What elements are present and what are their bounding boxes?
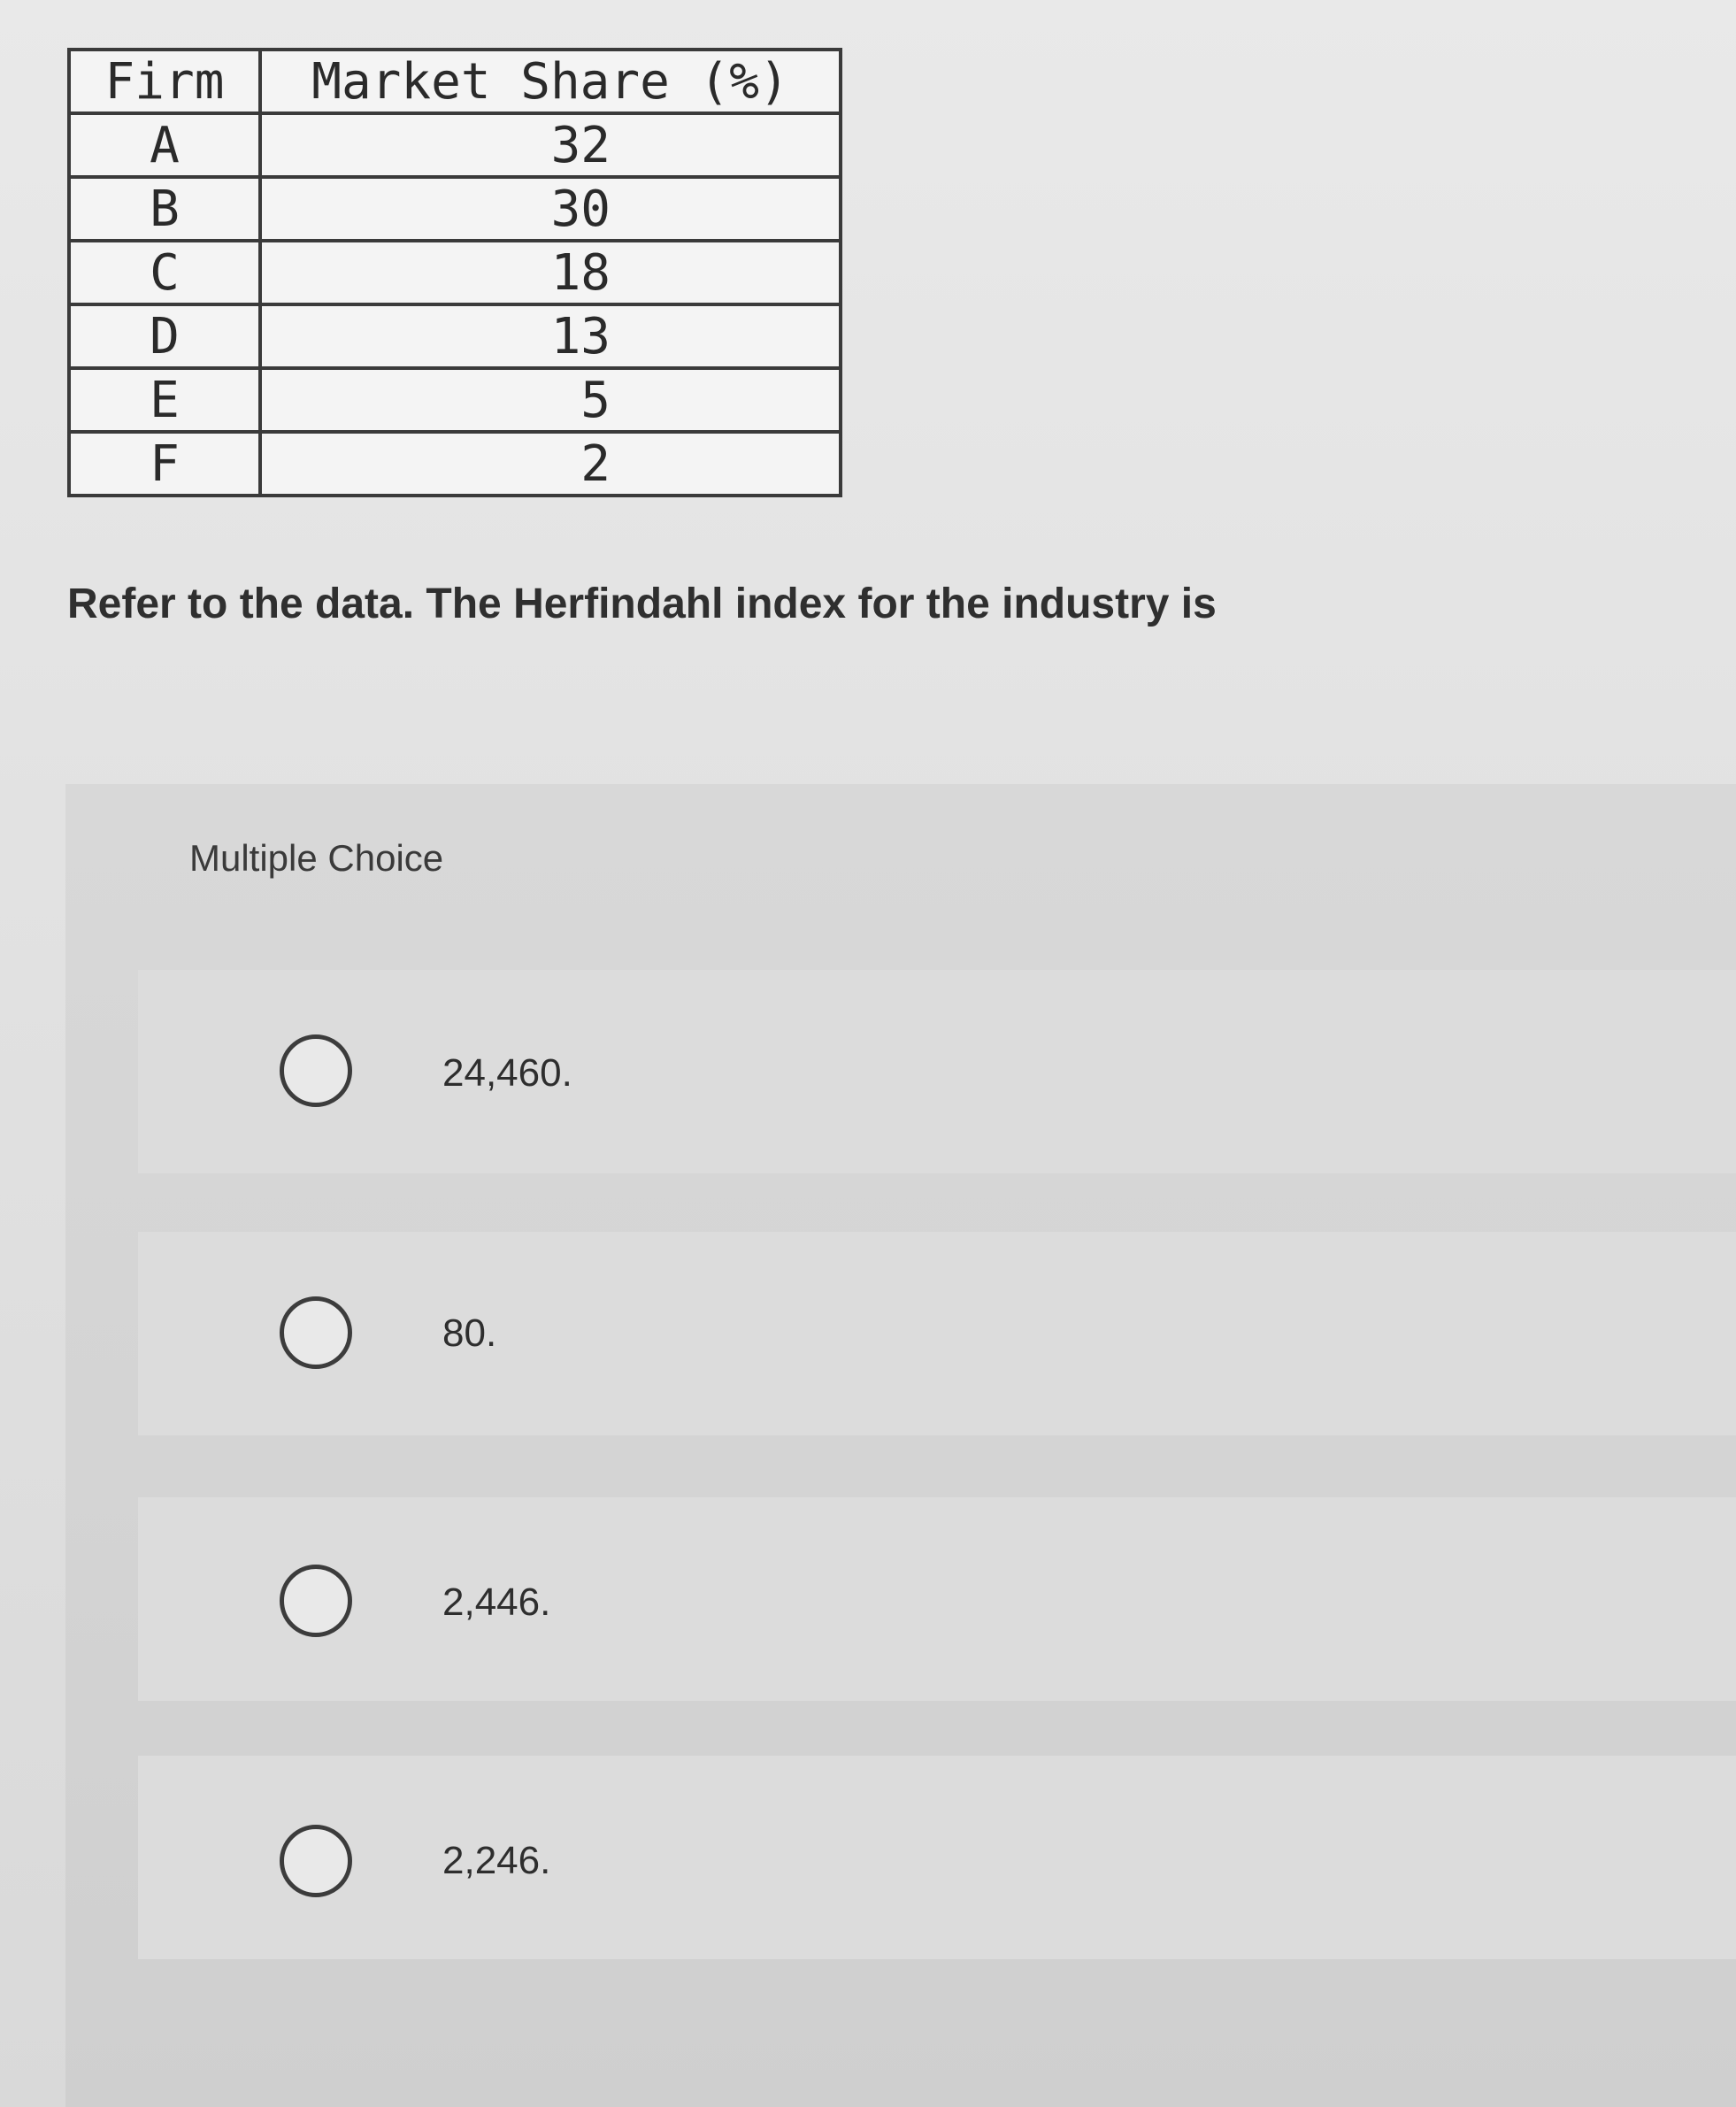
column-header-market-share: Market Share (%) [260, 50, 841, 113]
firm-cell: B [69, 177, 260, 241]
multiple-choice-header: Multiple Choice [189, 837, 444, 879]
answer-option-label[interactable]: 24,460. [442, 1051, 572, 1095]
table-row [69, 368, 841, 432]
answer-option-label[interactable]: 2,246. [442, 1839, 551, 1882]
firm-cell: C [69, 241, 260, 304]
market-share-cell: 5 [260, 368, 841, 432]
market-share-cell: 2 [260, 432, 841, 496]
market-share-cell: 13 [260, 304, 841, 368]
answer-option-3[interactable] [138, 1497, 1736, 1701]
answer-option-4[interactable] [138, 1756, 1736, 1959]
firm-cell: A [69, 113, 260, 177]
answer-option-label[interactable]: 2,446. [442, 1580, 551, 1624]
firm-cell: D [69, 304, 260, 368]
column-header-firm: Firm [69, 50, 260, 113]
radio-button-icon[interactable] [280, 1296, 352, 1369]
answer-option-label[interactable]: 80. [442, 1311, 497, 1355]
table-row [69, 241, 841, 304]
radio-button-icon[interactable] [280, 1825, 352, 1897]
answer-option-1[interactable] [138, 970, 1736, 1173]
radio-button-icon[interactable] [280, 1034, 352, 1107]
market-share-cell: 32 [260, 113, 841, 177]
multiple-choice-panel [65, 784, 1736, 2107]
market-share-table [67, 48, 842, 497]
table-row [69, 304, 841, 368]
firm-cell: E [69, 368, 260, 432]
market-share-cell: 30 [260, 177, 841, 241]
table-row [69, 432, 841, 496]
market-share-cell: 18 [260, 241, 841, 304]
table-header-row [69, 50, 841, 113]
table-row [69, 113, 841, 177]
question-prompt: Refer to the data. The Herfindahl index for the industry is [67, 581, 1217, 627]
firm-cell: F [69, 432, 260, 496]
table-row [69, 177, 841, 241]
radio-button-icon[interactable] [280, 1565, 352, 1637]
answer-option-2[interactable] [138, 1232, 1736, 1435]
